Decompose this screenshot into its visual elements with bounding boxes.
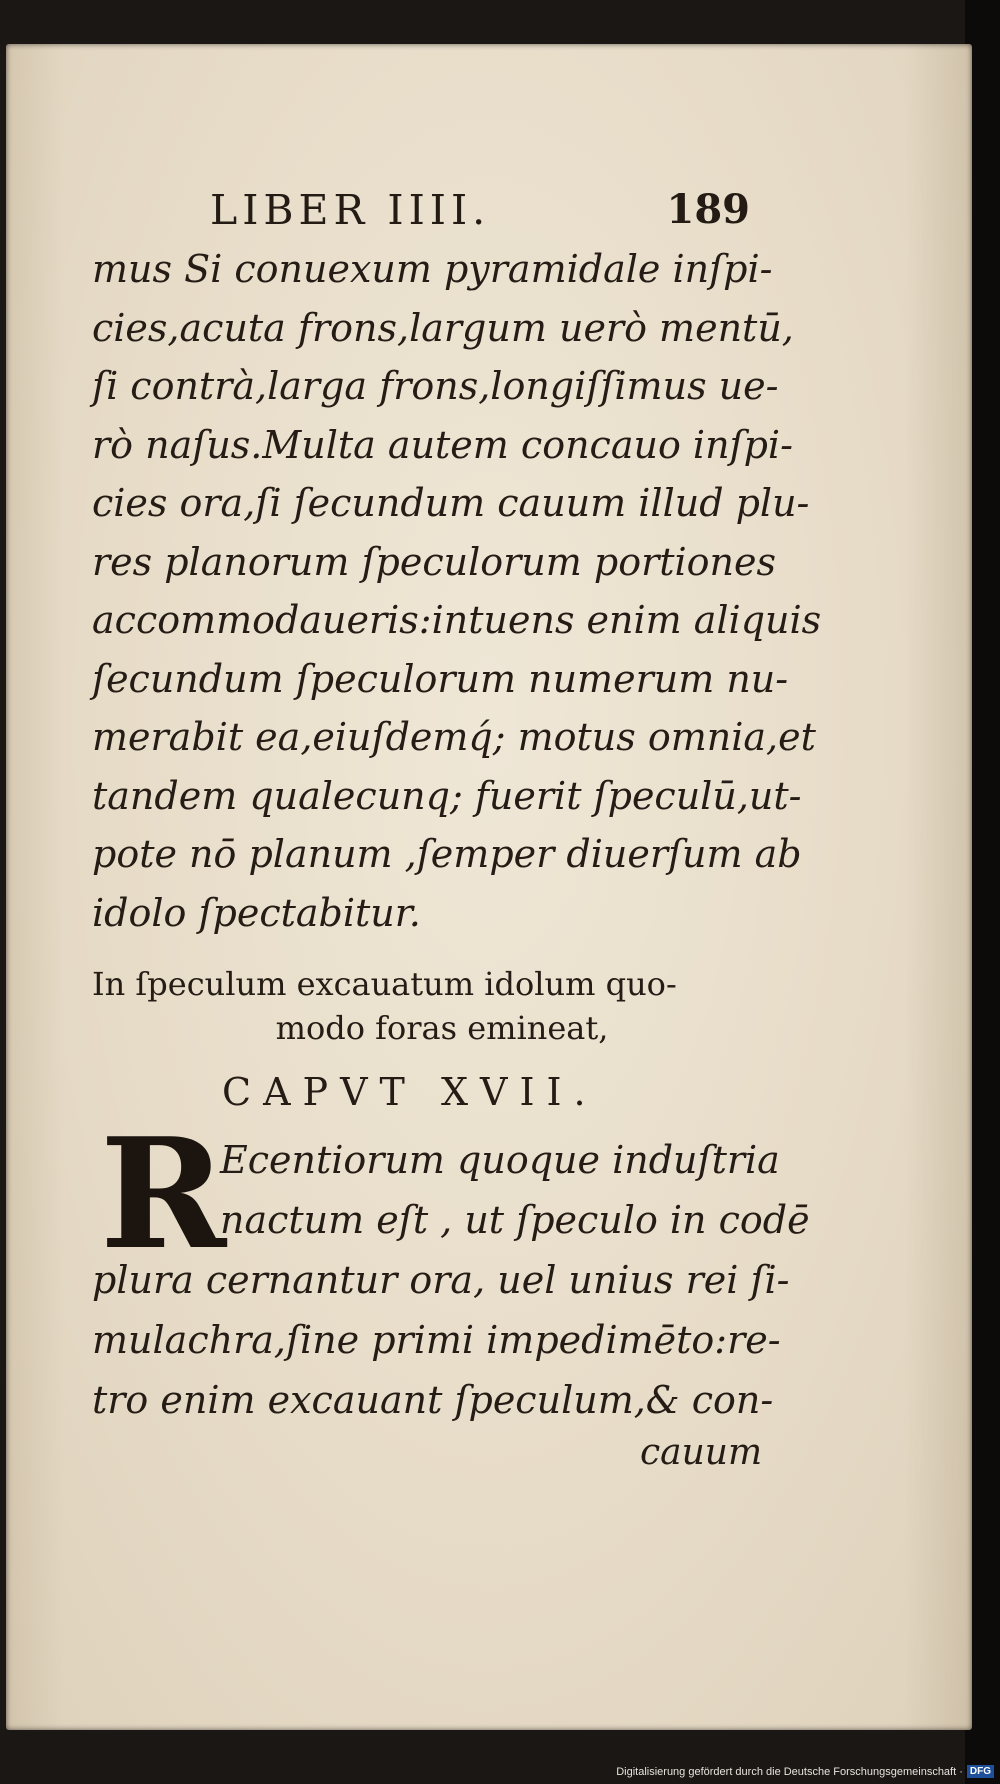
text-line: merabit ea,eiuſdemq́; motus omnia,et [92, 715, 816, 759]
dfg-logo: DFG [967, 1765, 994, 1778]
text-line: tandem qualecunq; fuerit ſpeculū,ut- [92, 773, 802, 818]
text-line: mulachra,ſine primi impedimēto:re- [92, 1318, 781, 1362]
body-paragraph [92, 240, 822, 942]
text-line: res planorum ſpeculorum portiones [92, 539, 777, 584]
chapter-heading [92, 962, 792, 1050]
text-line: ſi contrà,larga frons,longiſſimus ue- [92, 364, 779, 408]
chapter-paragraph [92, 1130, 810, 1430]
text-line: nactum eſt , ut ſpeculo in codē [220, 1198, 810, 1242]
text-line: Ecentiorum quoque induſtria [220, 1138, 780, 1182]
text-line: cies,acuta frons,largum uerò mentū, [92, 305, 794, 350]
text-line: idolo ſpectabitur. [92, 890, 421, 935]
text-line: mus Si conuexum pyramidale inſpi- [92, 247, 773, 291]
drop-cap-initial: R [100, 1104, 227, 1283]
text-line: ſecundum ſpeculorum numerum nu- [92, 656, 789, 701]
running-title: LIBER IIII. [210, 186, 491, 234]
text-line: cies ora,ſi ſecundum cauum illud plu- [92, 481, 810, 525]
digitization-credit [616, 1765, 994, 1778]
credit-text: Digitalisierung gefördert durch die Deutsche Forschungsgemeinschaft · [616, 1765, 963, 1778]
text-line: pote nō planum ,ſemper diuerſum ab [92, 832, 802, 876]
running-head [210, 186, 750, 236]
text-line: rò naſus.Multa autem concauo inſpi- [92, 422, 793, 467]
text-line: tro enim excauant ſpeculum,& con- [92, 1378, 774, 1422]
text-line: plura cernantur ora, uel unius rei ſi- [92, 1258, 790, 1302]
chapter-heading-line: In ſpeculum excauatum idolum quo- [92, 965, 677, 1003]
page-number: 189 [666, 186, 750, 233]
text-line: accommodaueris:intuens enim aliquis [92, 598, 822, 642]
chapter-number: CAPVT XVII. [222, 1070, 598, 1114]
chapter-heading-line: modo foras emineat, [275, 1009, 609, 1047]
catchword: cauum [640, 1432, 763, 1473]
